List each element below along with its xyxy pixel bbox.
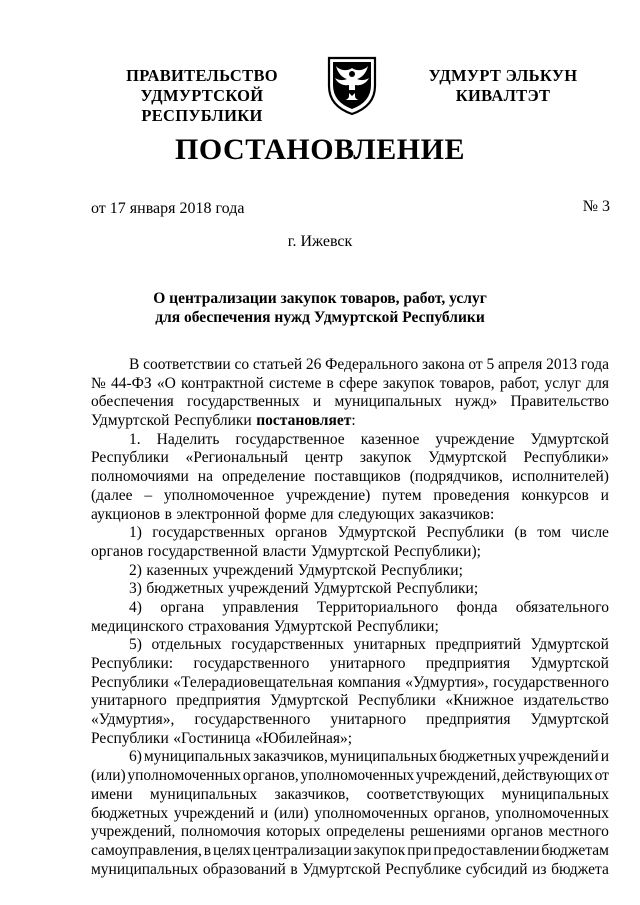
coat-of-arms-icon — [325, 52, 379, 116]
subject-line-1: О централизации закупок товаров, работ, услуг — [153, 290, 487, 307]
body-line: бюджетных учреждений и (или) уполномоченных органов, уполномоченных — [91, 804, 609, 822]
body-line: муниципальных образований в Удмуртской Республике субсидий из бюджета — [91, 860, 609, 878]
body-line: полномочиями на определение поставщиков (подрядчиков, исполнителей) — [91, 468, 609, 486]
body-line: 5) отдельных государственных унитарных предприятий Удмуртской — [129, 636, 609, 654]
body-line: учреждений, полномочия которых определены решениями органов местного — [91, 823, 609, 841]
document-date: от 17 января 2018 года — [91, 200, 245, 217]
body-line: Республики «Региональный центр закупок Удмуртской Республики» — [91, 449, 609, 467]
body-line: Республики: государственного унитарного предприятия Удмуртской — [91, 655, 609, 672]
issuer-udmurt-line-2: КИВАЛТЭТ — [455, 86, 551, 105]
document-subject — [0, 289, 640, 327]
subject-line-2: для обеспечения нужд Удмуртской Республики — [155, 309, 485, 326]
body-line: 6) муниципальных заказчиков, муниципальных бюджетных учреждений и — [129, 748, 609, 766]
body-line: (или) уполномоченных органов, уполномоченных учреждений, действующих от — [91, 767, 609, 785]
body-line: «Удмуртия», государственного унитарного предприятия Удмуртской — [91, 711, 609, 729]
issuer-line-1: ПРАВИТЕЛЬСТВО — [126, 66, 278, 85]
body-line: 2) казенных учреждений Удмуртской Республики; — [129, 561, 463, 579]
document-number: № 3 — [582, 198, 610, 215]
body-line: (далее – уполномоченное учреждение) путем проведения конкурсов и — [91, 486, 609, 504]
body-line: Республики «Телерадиовещательная компания «Удмуртия», государственного — [91, 673, 609, 691]
body-line: медицинского страхования Удмуртской Республики; — [91, 617, 439, 635]
body-line: Удмуртской Республики постановляет: — [91, 412, 356, 430]
issuer-name-russian — [82, 66, 322, 126]
body-line: органов государственной власти Удмуртской Республики); — [91, 542, 481, 560]
document-city: г. Ижевск — [287, 233, 353, 250]
body-line: В соответствии со статьей 26 Федерального закона от 5 апреля 2013 года — [129, 356, 609, 373]
issuer-line-2: УДМУРТСКОЙ РЕСПУБЛИКИ — [140, 86, 264, 125]
body-line: Республики «Гостиница «Юбилейная»; — [91, 729, 353, 747]
body-line: № 44-ФЗ «О контрактной системе в сфере закупок товаров, работ, услуг для — [91, 374, 609, 392]
issuer-udmurt-line-1: УДМУРТ ЭЛЬКУН — [428, 66, 578, 85]
body-line: 1) государственных органов Удмуртской Республики (в том числе — [129, 524, 609, 542]
body-line: 3) бюджетных учреждений Удмуртской Республики; — [129, 580, 479, 598]
body-line: 1. Наделить государственное казенное учреждение Удмуртской — [129, 430, 609, 448]
body-line: аукционов в электронной форме для следующих заказчиков: — [91, 505, 495, 523]
issuer-name-udmurt — [428, 66, 578, 106]
body-line: обеспечения государственных и муниципальных нужд» Правительство — [91, 393, 609, 411]
document-type-title: ПОСТАНОВЛЕНИЕ — [175, 133, 465, 166]
document-body — [91, 356, 609, 879]
body-line: самоуправления, в целях централизации закупок при предоставлении бюджетам — [91, 841, 609, 859]
body-line: имени муниципальных заказчиков, соответствующих муниципальных — [91, 785, 609, 803]
body-line: 4) органа управления Территориального фонда обязательного — [129, 598, 609, 616]
body-line: унитарного предприятия Удмуртской Республики «Книжное издательство — [91, 692, 609, 710]
